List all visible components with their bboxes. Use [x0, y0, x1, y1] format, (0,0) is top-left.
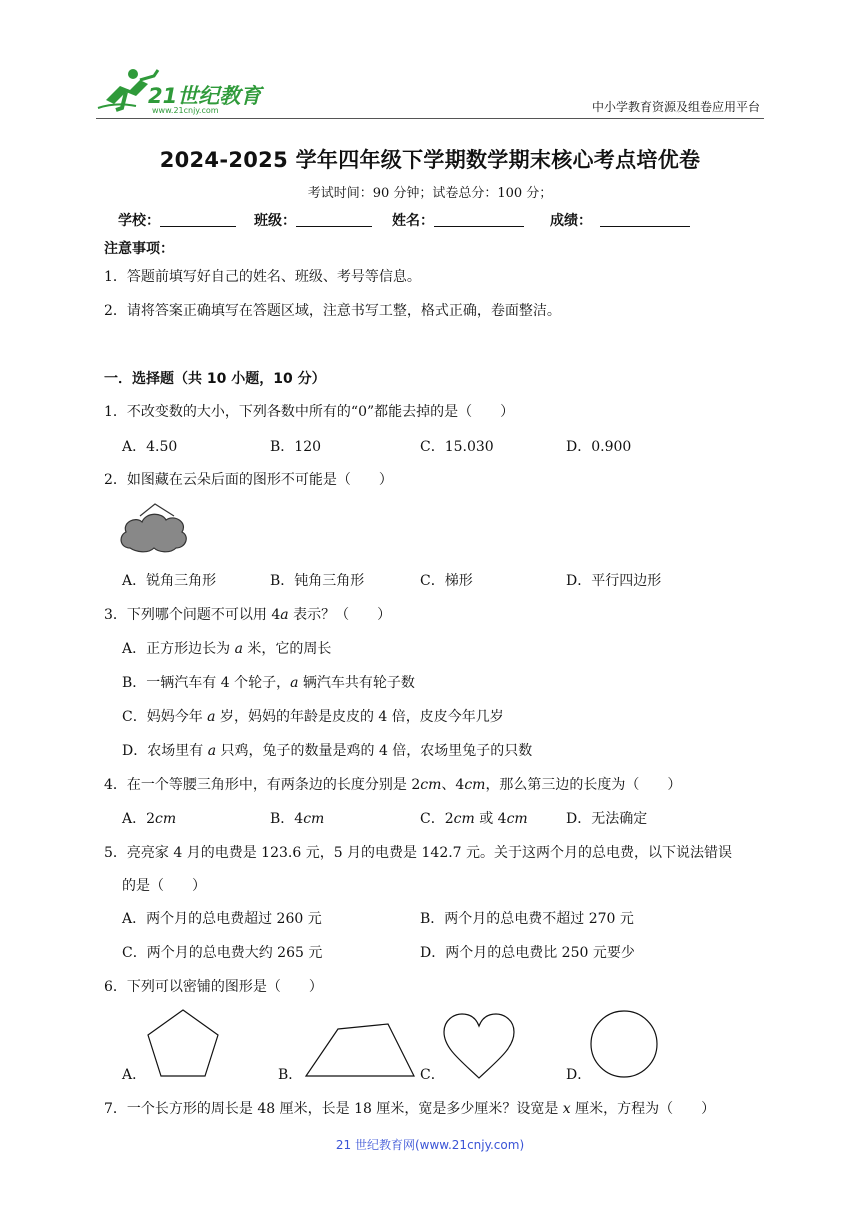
q6-option-c[interactable]: C．: [420, 1067, 445, 1083]
q1-option-c[interactable]: C．15.030: [420, 439, 494, 455]
q1-option-d[interactable]: D．0.900: [566, 439, 632, 455]
q7-variable: x: [562, 1101, 571, 1117]
section-heading: 一．选择题（共 10 小题，10 分）: [104, 371, 326, 387]
class-label: 班级：: [254, 213, 296, 229]
option-text: 岁，妈妈的年龄是皮皮的 4 倍，皮皮今年几岁: [215, 709, 504, 725]
question-4-stem: [104, 774, 681, 794]
q5-option-d[interactable]: D．两个月的总电费比 250 元要少: [420, 945, 635, 961]
cloud-triangle-figure: [118, 502, 190, 554]
option-unit: cm: [453, 811, 475, 827]
platform-label: 中小学教育资源及组卷应用平台: [591, 100, 760, 114]
name-field: [392, 210, 524, 230]
class-field: [254, 210, 372, 230]
logo-text: 21世纪教育: [148, 84, 262, 108]
option-variable: a: [207, 743, 217, 759]
q5-option-a[interactable]: A．两个月的总电费超过 260 元: [122, 911, 322, 927]
score-label: 成绩：: [550, 213, 592, 229]
logo-subtext: www.21cnjy.com: [152, 106, 219, 115]
q3-option-a[interactable]: [122, 638, 331, 658]
option-text: A．正方形边长为: [122, 641, 235, 657]
question-5-stem-line-1: 5．亮亮家 4 月的电费是 123.6 元，5 月的电费是 142.7 元。关于这两个月的总电费，以下说法错误: [104, 845, 733, 861]
q2-option-d[interactable]: D．平行四边形: [566, 573, 662, 589]
heart-shape: [442, 1014, 516, 1080]
option-text: C．2: [420, 811, 454, 827]
q3-stem-text: 3．下列哪个问题不可以用 4: [104, 607, 281, 623]
score-field: [550, 210, 690, 230]
option-text: B．4: [270, 811, 304, 827]
score-blank[interactable]: [600, 212, 690, 227]
question-7-stem: [104, 1098, 715, 1118]
option-text: A．2: [122, 811, 156, 827]
name-label: 姓名：: [392, 213, 434, 229]
footer-link[interactable]: 21 世纪教育网(www.21cnjy.com): [335, 1138, 525, 1152]
q1-option-b[interactable]: B．120: [270, 439, 322, 455]
q6-option-b[interactable]: B．: [278, 1067, 303, 1083]
q4-option-a[interactable]: [122, 808, 176, 828]
option-variable: a: [290, 675, 299, 691]
option-variable: a: [207, 709, 216, 725]
notes-heading: 注意事项：: [104, 241, 174, 257]
q4-option-c[interactable]: [420, 808, 528, 828]
option-text: 辆汽车共有轮子数: [298, 675, 415, 691]
school-field: [118, 210, 236, 230]
q6-option-d[interactable]: D．: [566, 1067, 592, 1083]
name-blank[interactable]: [434, 212, 524, 227]
pentagon-shape: [146, 1008, 220, 1078]
option-unit: cm: [303, 811, 325, 827]
question-2-stem: 2．如图藏在云朵后面的图形不可能是（ ）: [104, 472, 393, 488]
site-logo: [96, 66, 266, 116]
school-blank[interactable]: [160, 212, 236, 227]
school-label: 学校：: [118, 213, 160, 229]
q4-stem-text-end: ，那么第三边的长度为（ ）: [485, 777, 682, 793]
q2-option-b[interactable]: B．钝角三角形: [270, 573, 365, 589]
option-text: D．无法确定: [566, 811, 648, 827]
q7-stem-text-end: 厘米，方程为（ ）: [570, 1101, 716, 1117]
q4-stem-text: 4．在一个等腰三角形中，有两条边的长度分别是 2: [104, 777, 421, 793]
q5-option-b[interactable]: B．两个月的总电费不超过 270 元: [420, 911, 634, 927]
question-5-stem-line-2: 的是（ ）: [122, 878, 206, 894]
quadrilateral-shape: [304, 1024, 416, 1078]
q7-stem-text: 7．一个长方形的周长是 48 厘米，长是 18 厘米，宽是多少厘米？设宽是: [104, 1101, 563, 1117]
q6-option-a[interactable]: A．: [122, 1067, 147, 1083]
option-text: D．农场里有: [122, 743, 208, 759]
header-divider: [96, 118, 764, 119]
question-3-stem: [104, 604, 391, 624]
circle-shape: [590, 1010, 658, 1078]
q5-option-c[interactable]: C．两个月的总电费大约 265 元: [122, 945, 323, 961]
q4-unit: cm: [464, 777, 486, 793]
option-unit: cm: [155, 811, 177, 827]
option-unit: cm: [506, 811, 528, 827]
q4-stem-text: 、4: [441, 777, 465, 793]
note-item: 1．答题前填写好自己的姓名、班级、考号等信息。: [104, 269, 421, 285]
q4-option-b[interactable]: [270, 808, 324, 828]
question-6-stem: 6．下列可以密铺的图形是（ ）: [104, 979, 323, 995]
q3-stem-text-end: 表示？（ ）: [288, 607, 392, 623]
exam-title: 2024-2025 学年四年级下学期数学期末核心考点培优卷: [159, 148, 701, 172]
note-item: 2．请将答案正确填写在答题区域，注意书写工整，格式正确，卷面整洁。: [104, 303, 561, 319]
question-1-stem: 1．不改变数的大小，下列各数中所有的“0”都能去掉的是（ ）: [104, 404, 515, 420]
q3-variable: a: [280, 607, 289, 623]
option-text: 或 4: [474, 811, 507, 827]
q2-option-c[interactable]: C．梯形: [420, 573, 473, 589]
exam-subtitle: 考试时间：90 分钟；试卷总分：100 分；: [307, 186, 553, 201]
option-text: C．妈妈今年: [122, 709, 208, 725]
option-text: 只鸡，兔子的数量是鸡的 4 倍，农场里兔子的只数: [216, 743, 533, 759]
class-blank[interactable]: [296, 212, 372, 227]
option-text: 米，它的周长: [242, 641, 332, 657]
q3-option-b[interactable]: [122, 672, 415, 692]
q3-option-d[interactable]: [122, 740, 532, 760]
q4-unit: cm: [420, 777, 442, 793]
q3-option-c[interactable]: [122, 706, 504, 726]
q2-option-a[interactable]: A．锐角三角形: [122, 573, 217, 589]
q4-option-d[interactable]: [566, 808, 647, 828]
q1-option-a[interactable]: A．4.50: [122, 439, 178, 455]
option-text: B．一辆汽车有 4 个轮子，: [122, 675, 291, 691]
option-variable: a: [234, 641, 243, 657]
